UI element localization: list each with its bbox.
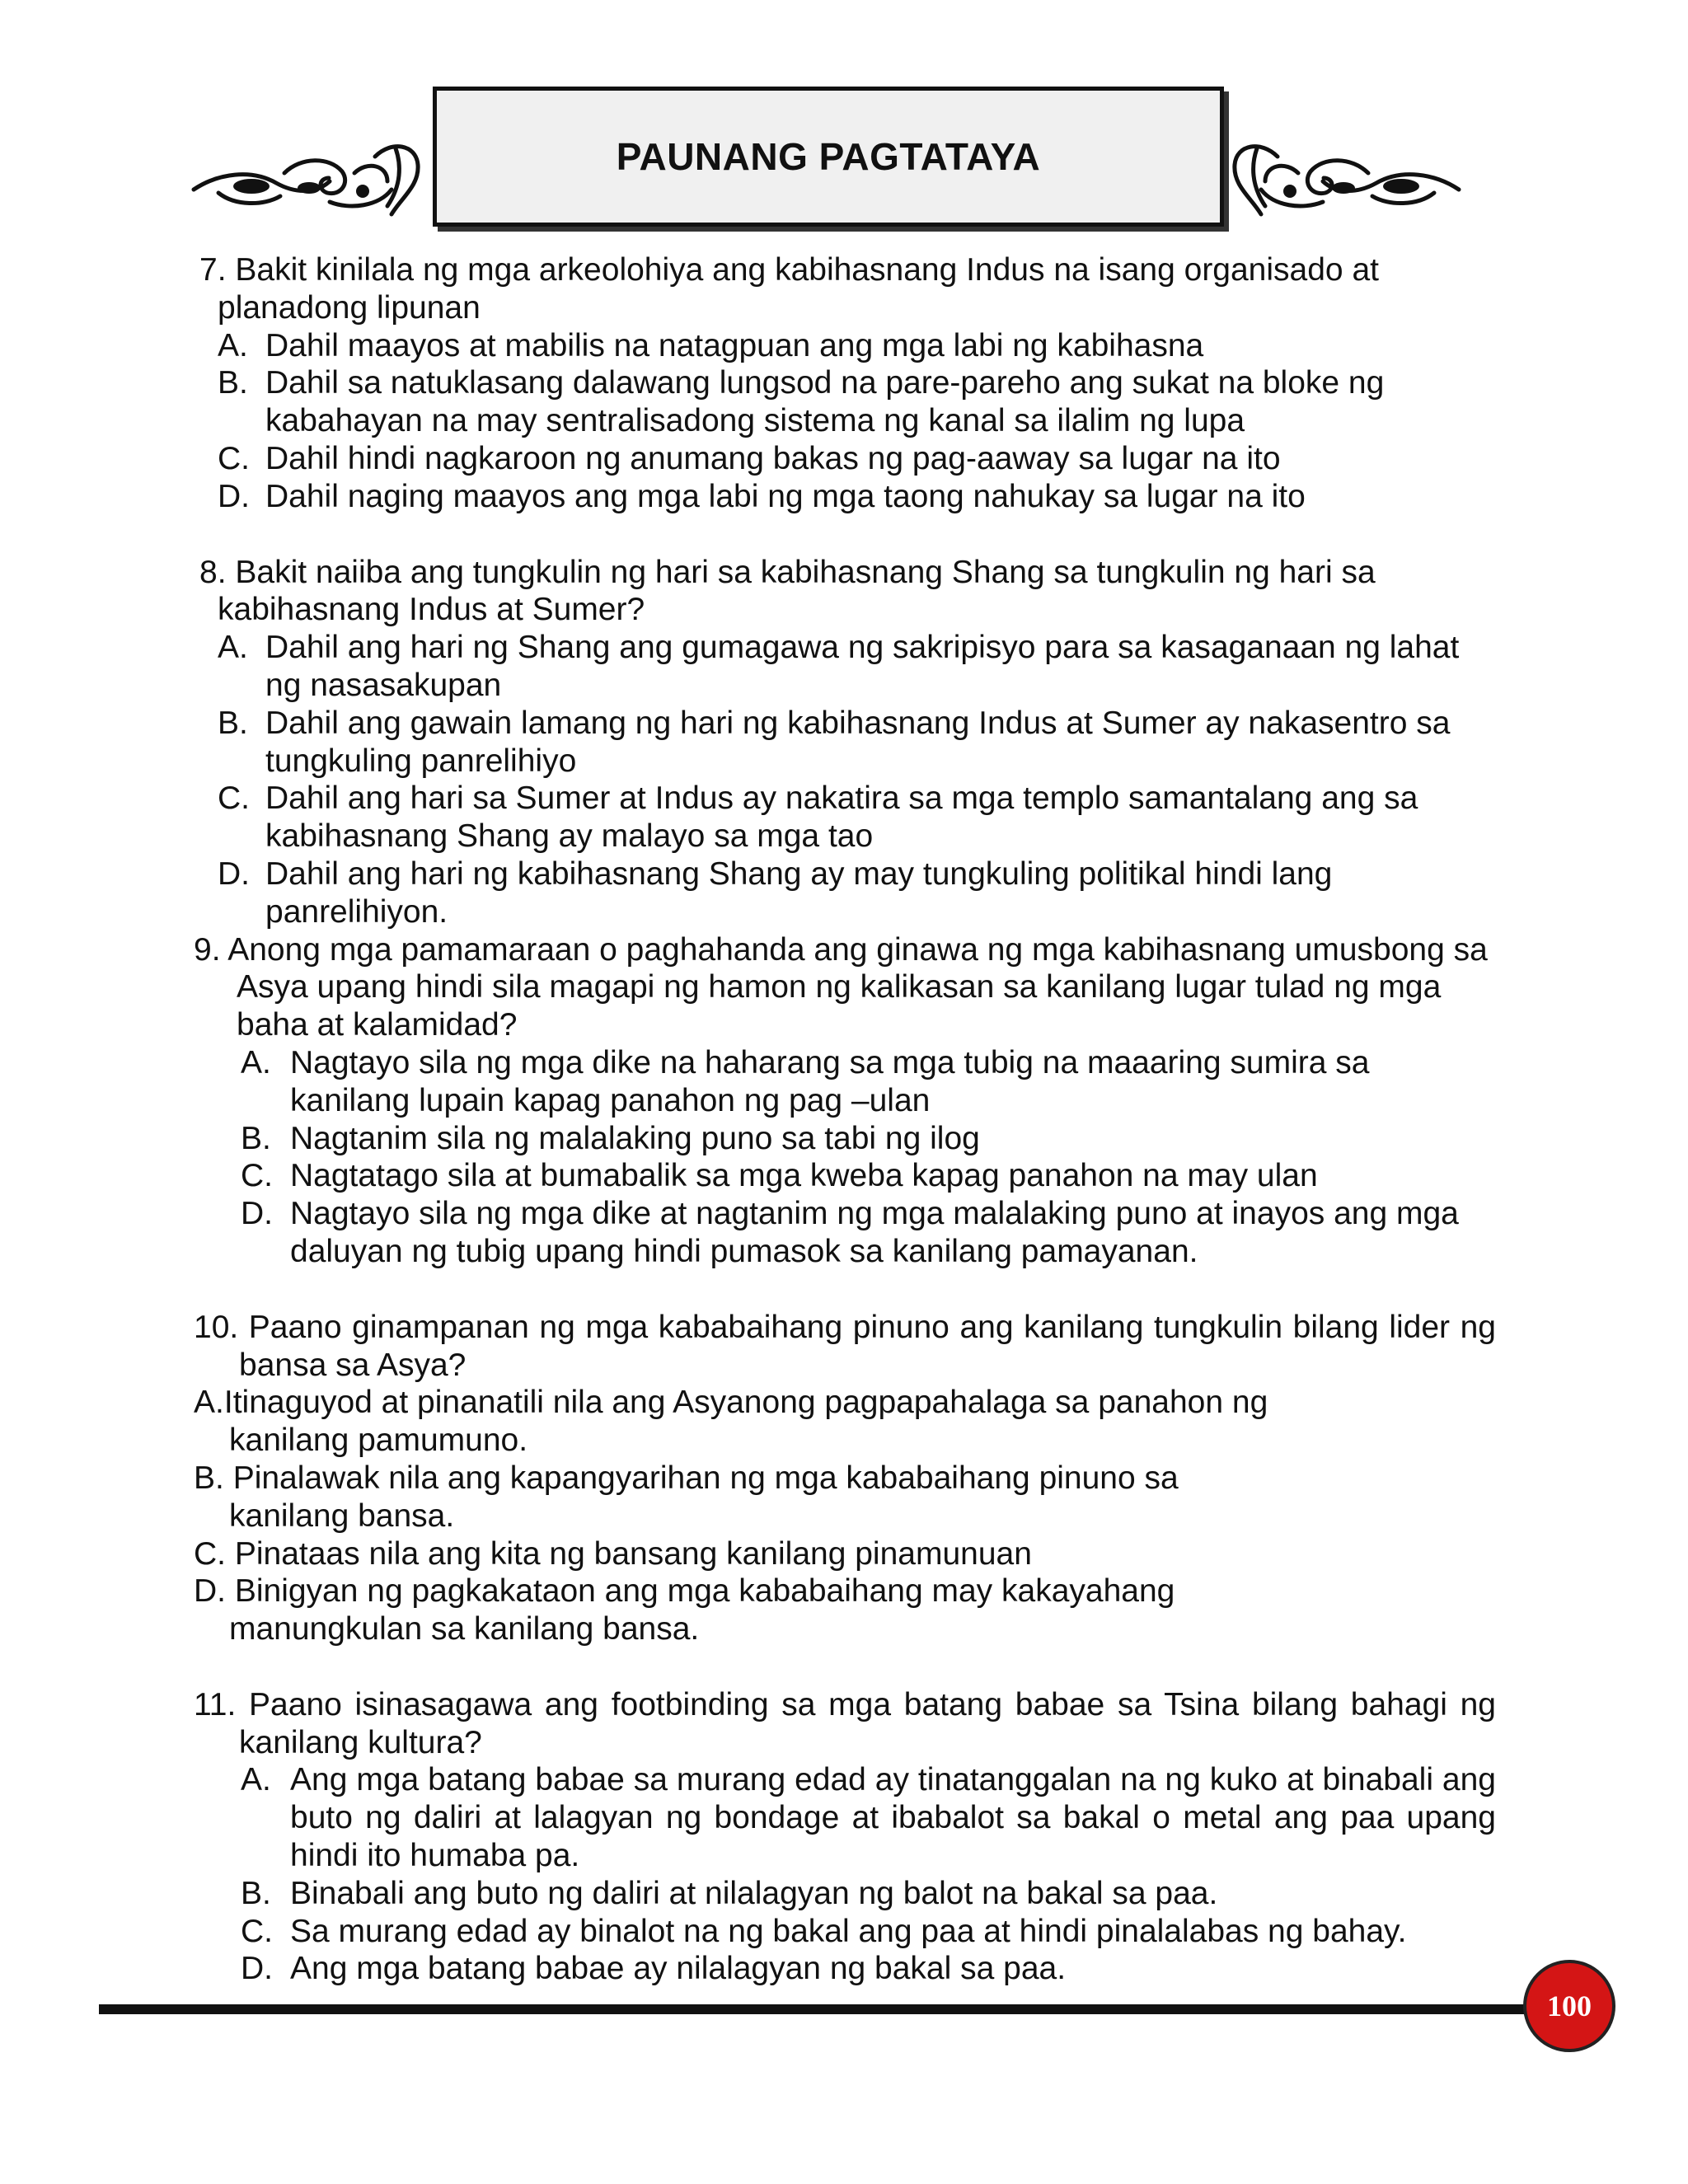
question-10-stem: 10. Paano ginampanan ng mga kababaihang pinuno ang kanilang tungkulin bilang lider ng bansa sa Asya? [194,1309,1496,1383]
flourish-ornament-right [1228,124,1467,223]
question-11-stem: 11. Paano isinasagawa ang footbinding sa mga batang babae sa Tsina bilang bahagi ng kanilang kultura? [194,1686,1496,1760]
question-10-option-a: A.Itinaguyod at pinanatili nila ang Asyanong pagpapahalaga sa panahon ng kanilang pamumuno. [194,1385,1268,1459]
page-number-badge [1523,1960,1615,2052]
question-10-option-c: C. Pinataas nila ang kita ng bansang kanilang pinamunuan [194,1535,1032,1572]
question-9-stem: 9. Anong mga pamamaraan o paghahanda ang ginawa ng mga kabihasnang umusbong sa Asya upang hindi sila magapi ng hamon ng kalikasan sa kanilang lugar tulad ng mga baha at kalamidad? [194,931,1488,1043]
question-8-option-d: D. Dahil ang hari ng kabihasnang Shang ay may tungkuling politikal hindi lang panrelihiyon. [218,855,1333,930]
question-7-stem: 7. Bakit kinilala ng mga arkeolohiya ang kabihasnang Indus na isang organisado at planadong lipunan [199,252,1379,326]
question-11-option-b: B. Binabali ang buto ng daliri at nilalagyan ng balot na bakal sa paa. [241,1875,1218,1911]
question-9-option-a: A. Nagtayo sila ng mga dike na haharang sa mga tubig na maaaring sumira sa kanilang lupain kapag panahon ng pag –ulan [241,1044,1370,1118]
question-11-option-a: A. Ang mga batang babae sa murang edad ay tinatanggalan na ng kuko at binabali ang buto ng daliri at lalagyan ng bondage at ibabalot sa bakal o metal ang paa upang hindi ito humaba pa. [241,1762,1496,1874]
question-8-option-c: C. Dahil ang hari sa Sumer at Indus ay nakatira sa mga templo samantalang ang sa kabihasnang Shang ay malayo sa mga tao [218,780,1418,855]
footer-rule [99,2004,1533,2014]
question-11-option-d: D. Ang mga batang babae ay nilalagyan ng bakal sa paa. [241,1951,1067,1987]
question-11 [0,1686,1688,1988]
question-7-option-b: B. Dahil sa natuklasang dalawang lungsod na pare-pareho ang sukat na bloke ng kabahayan na may sentralisadong sistema ng kanal sa ilalim ng lupa [218,365,1385,439]
question-7 [0,251,1688,516]
question-10-option-d: D. Binigyan ng pagkakataon ang mga kababaihang may kakayahang manungkulan sa kanilang bansa. [194,1573,1175,1647]
question-9-option-c: C. Nagtatago sila at bumabalik sa mga kweba kapag panahon na may ulan [241,1158,1318,1194]
question-7-option-a: A. Dahil maayos at mabilis na natagpuan ang mga labi ng kabihasna [218,327,1204,363]
page-number: 100 [1547,1990,1592,2022]
question-10-option-b: B. Pinalawak nila ang kapangyarihan ng mga kababaihang pinuno sa kanilang bansa. [194,1460,1179,1534]
question-9-option-d: D. Nagtayo sila ng mga dike at nagtanim ng mga malalaking puno at inayos ang mga daluyan ng tubig upang hindi pumasok sa kanilang pamayanan. [241,1196,1459,1269]
question-list [0,251,1688,1988]
question-7-option-c: C. Dahil hindi nagkaroon ng anumang bakas ng pag-aaway sa lugar na ito [218,440,1281,476]
question-9-option-b: B. Nagtanim sila ng malalaking puno sa tabi ng ilog [241,1120,980,1156]
question-7-option-d: D. Dahil naging maayos ang mga labi ng mga taong nahukay sa lugar na ito [218,478,1306,514]
question-11-option-c: C. Sa murang edad ay binalot na ng bakal ang paa at hindi pinalalabas ng bahay. [241,1913,1407,1949]
question-8-option-b: B. Dahil ang gawain lamang ng hari ng kabihasnang Indus at Sumer ay nakasentro sa tungkuling panrelihiyo [218,705,1451,779]
flourish-ornament-left [185,124,424,223]
question-9 [0,931,1688,1271]
question-8 [0,554,1688,931]
question-8-option-a: A. Dahil ang hari ng Shang ang gumagawa ng sakripisyo para sa kasaganaan ng lahat ng nasasakupan [218,630,1460,703]
question-10 [0,1309,1688,1648]
header-box [433,87,1224,227]
page-title: PAUNANG PAGTATAYA [616,135,1041,178]
question-8-stem: 8. Bakit naiiba ang tungkulin ng hari sa kabihasnang Shang sa tungkulin ng hari sa kabihasnang Indus at Sumer? [199,554,1376,628]
